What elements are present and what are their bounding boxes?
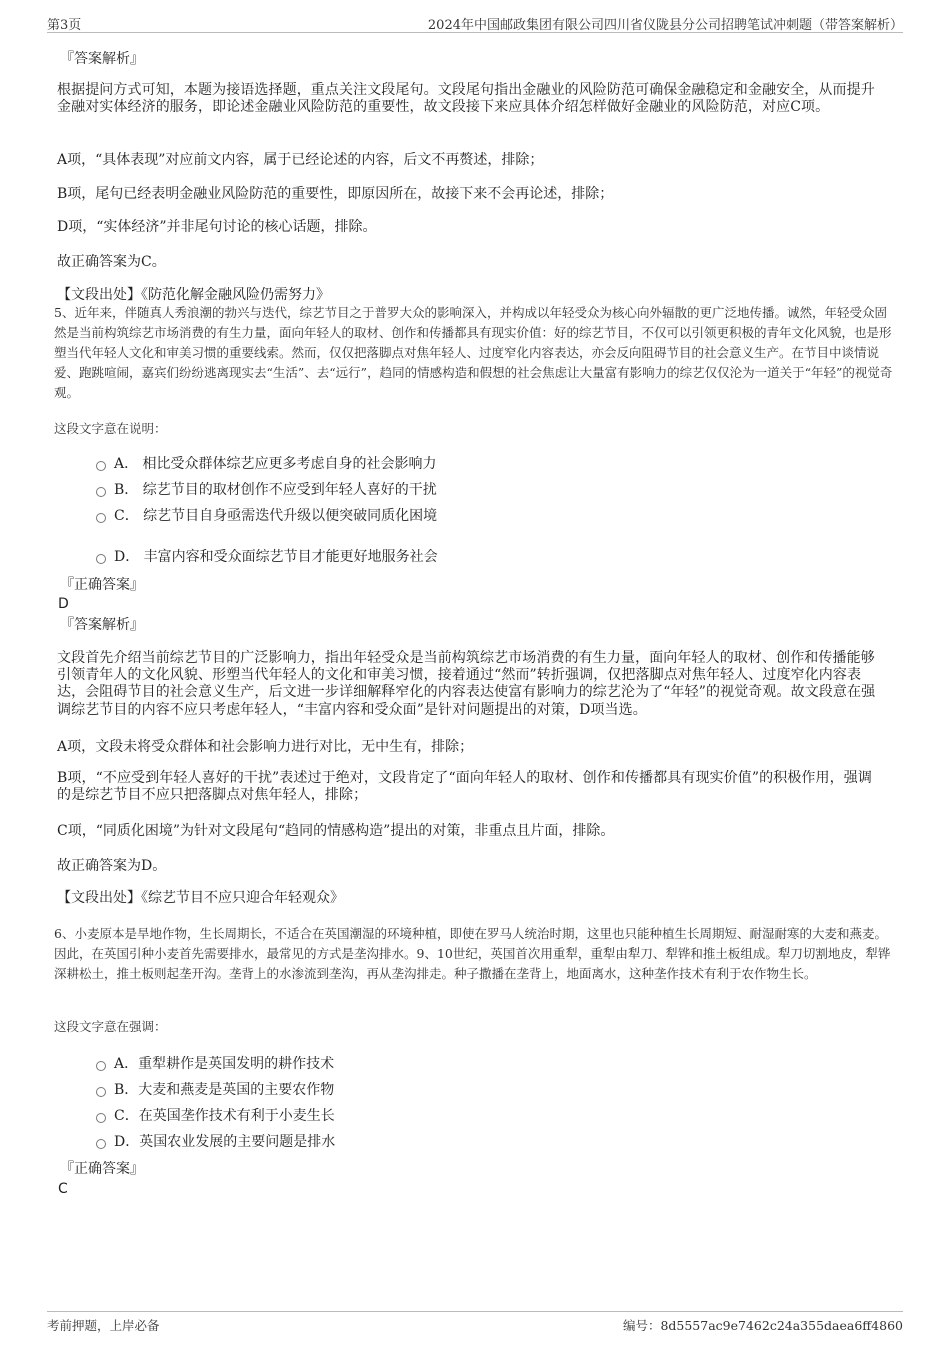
q5-question-text: 5、近年来，伴随真人秀浪潮的勃兴与迭代，综艺节目之于普罗大众的影响深入，并构成以年轻受众为核心向外辐散的更广泛地传播。诚然，年轻受众固然是当前构筑综艺市场消费的有生力量，面向年轻人的取材、创作和传播都具有现实价值：好的综艺节目，不仅可以引领更积极的青年文化风貌，也是形塑当代年轻人文化和审美习惯的重要线索。然而，仅仅把落脚点对焦年轻人、过度窄化内容表达，亦会反向阻碍节目的社会意义生产。在节目中谈情说爱、跑跳喧闹，嘉宾们纷纷逃离现实去“生活”、去“远行”，趋同的情感构造和假想的社会焦虑让大量富有影响力的综艺仅仅沦为一道关于“年轻”的视觉奇观。 — [54, 305, 893, 400]
q4-analysis-label: 『答案解析』 — [60, 51, 144, 67]
q5-option-c[interactable]: C． 综艺节目自身亟需迭代升级以便突破同质化困境 — [114, 508, 438, 524]
page-number: 第3页 — [47, 18, 82, 33]
q6-option-a[interactable]: A．重犁耕作是英国发明的耕作技术 — [114, 1056, 335, 1072]
q6-option-b[interactable]: B．大麦和燕麦是英国的主要农作物 — [114, 1082, 335, 1098]
page-header — [47, 14, 903, 33]
document-id: 编号：8d5557ac9e7462c24a355daea6ff4860 — [622, 1318, 903, 1333]
q5-correct-label: 『正确答案』 — [60, 577, 144, 593]
q6-option-d[interactable]: D．英国农业发展的主要问题是排水 — [114, 1134, 336, 1150]
q6-option-a-radio[interactable] — [96, 1060, 106, 1070]
q6-correct-answer: C — [58, 1181, 68, 1197]
q4-item-b: B项，尾句已经表明金融业风险防范的重要性，即原因所在，故接下来不会再论述，排除； — [57, 186, 614, 202]
q5-option-d-radio[interactable] — [96, 553, 106, 563]
q6-option-c-radio[interactable] — [96, 1112, 106, 1122]
q5-option-d[interactable]: D． 丰富内容和受众面综艺节目才能更好地服务社会 — [114, 549, 438, 565]
q6-question-text: 6、小麦原本是旱地作物，生长周期长，不适合在英国潮湿的环境种植，即使在罗马人统治时期，这里也只能种植生长周期短、耐湿耐寒的大麦和燕麦。因此，在英国引种小麦首先需要排水，最常见的方式是垄沟排水。9、10世纪，英国首次用重犁，重犁由犁刀、犁铧和推土板组成。犁刀切割地皮，犁铧深耕松土，推土板则起垄开沟。垄背上的水渗流到垄沟，再从垄沟排走。种子撒播在垄背上，地面离水，这种垄作技术有利于农作物生长。 — [54, 926, 891, 981]
q5-option-c-radio[interactable] — [96, 512, 106, 522]
q5-option-b-radio[interactable] — [96, 486, 106, 496]
footer-slogan: 考前押题，上岸必备 — [47, 1318, 160, 1333]
q4-source: 【文段出处】《防范化解金融风险仍需努力》 — [57, 287, 330, 303]
q6-correct-label: 『正确答案』 — [60, 1161, 144, 1177]
q4-analysis-text: 根据提问方式可知，本题为接语选择题，重点关注文段尾句。文段尾句指出金融业的风险防范可确保金融稳定和金融安全，从而提升金融对实体经济的服务，即论述金融业风险防范的重要性，故文段接下来应具体介绍怎样做好金融业的风险防范，对应C项。 — [57, 82, 875, 116]
q6-option-b-radio[interactable] — [96, 1086, 106, 1096]
q5-correct-answer: D — [58, 596, 69, 612]
q4-conclusion: 故正确答案为C。 — [57, 254, 166, 270]
q5-option-b[interactable]: B． 综艺节目的取材创作不应受到年轻人喜好的干扰 — [114, 482, 437, 498]
q5-item-c: C项，“同质化困境”为针对文段尾句“趋同的情感构造”提出的对策，非重点且片面，排除。 — [57, 823, 615, 839]
document-title: 2024年中国邮政集团有限公司四川省仪陇县分公司招聘笔试冲刺题（带答案解析） — [427, 18, 903, 33]
q5-conclusion: 故正确答案为D。 — [57, 858, 167, 874]
q5-option-a-radio[interactable] — [96, 460, 106, 470]
q5-item-a: A项，文段未将受众群体和社会影响力进行对比，无中生有，排除； — [57, 739, 474, 755]
q5-source: 【文段出处】《综艺节目不应只迎合年轻观众》 — [57, 890, 344, 906]
q5-analysis-text: 文段首先介绍当前综艺节目的广泛影响力，指出年轻受众是当前构筑综艺市场消费的有生力量，面向年轻人的取材、创作和传播能够引领青年人的文化风貌、形塑当代年轻人的文化和审美习惯，接着通过“然而”转折强调，仅把落脚点对焦年轻人、过度窄化内容表达，会阻碍节目的社会意义生产，后文进一步详细解释窄化的内容表达使富有影响力的综艺沦为了“年轻”的视觉奇观。故文段意在强调综艺节目的内容不应只考虑年轻人，“丰富内容和受众面”是针对问题提出的对策，D项当选。 — [57, 650, 876, 718]
q5-analysis-label: 『答案解析』 — [60, 617, 144, 633]
q6-option-d-radio[interactable] — [96, 1138, 106, 1148]
q5-item-b: B项，“不应受到年轻人喜好的干扰”表述过于绝对，文段肯定了“面向年轻人的取材、创作和传播都具有现实价值”的积极作用，强调的是综艺节目不应只把落脚点对焦年轻人，排除； — [57, 770, 872, 804]
q5-option-a[interactable]: A． 相比受众群体综艺应更多考虑自身的社会影响力 — [114, 456, 437, 472]
q6-prompt: 这段文字意在强调： — [54, 1019, 167, 1034]
q6-option-c[interactable]: C．在英国垄作技术有利于小麦生长 — [114, 1108, 335, 1124]
q4-item-d: D项，“实体经济”并非尾句讨论的核心话题，排除。 — [57, 219, 377, 235]
page-footer — [47, 1311, 903, 1337]
q4-item-a: A项，“具体表现”对应前文内容，属于已经论述的内容，后文不再赘述，排除； — [57, 152, 544, 168]
q5-prompt: 这段文字意在说明： — [54, 421, 167, 436]
